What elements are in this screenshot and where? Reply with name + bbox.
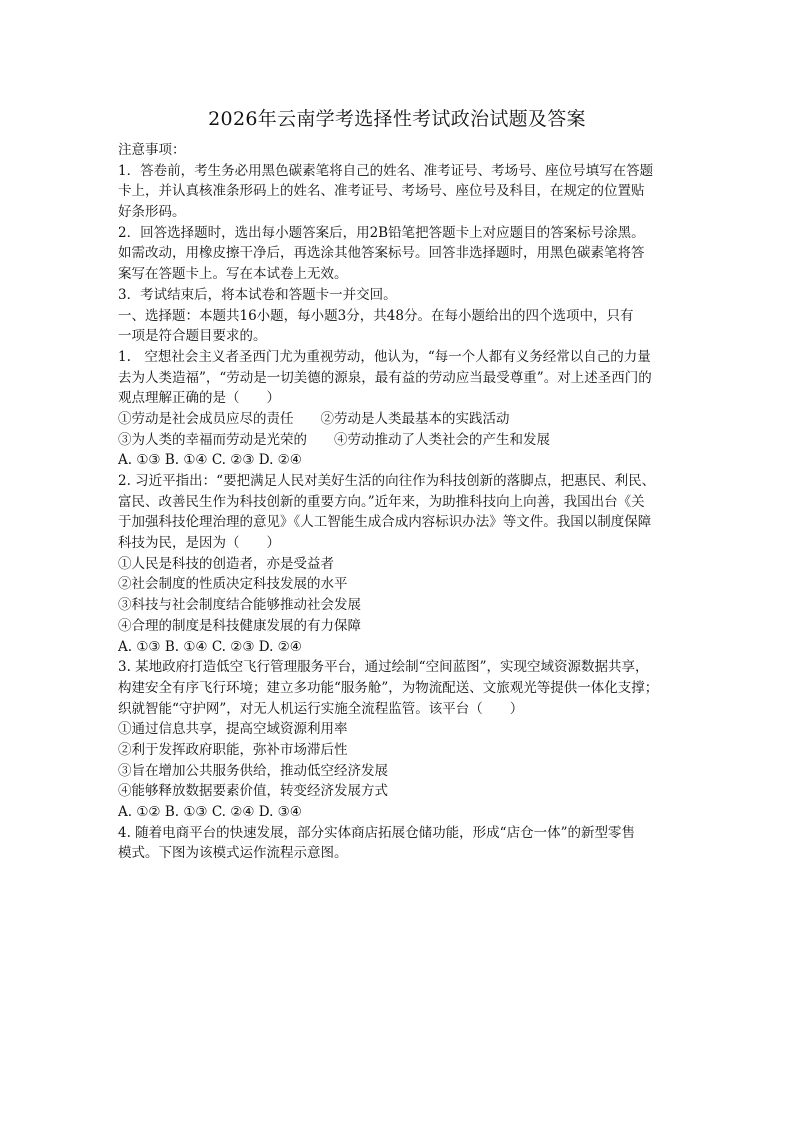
notice-line: 1．答卷前，考生务必用黑色碳素笔将自己的姓名、准考证号、考场号、座位号填写在答题 <box>118 162 654 179</box>
notice-line: 如需改动，用橡皮擦干净后，再选涂其他答案标号。回答非选择题时，用黑色碳素笔将答 <box>118 245 645 262</box>
question-statement: ①人民是科技的创造者，亦是受益者 <box>118 555 334 572</box>
notice-section <box>118 140 680 306</box>
question-stem: 织就智能“守护网”，对无人机运行实施全流程监管。该平台（ ） <box>118 700 524 717</box>
question-statement: ②社会制度的性质决定科技发展的水平 <box>118 576 348 593</box>
question-options: A. ①③ B. ①④ C. ②③ D. ②④ <box>118 452 302 469</box>
question-statement: ④合理的制度是科技健康发展的有力保障 <box>118 617 361 634</box>
exam-body <box>118 140 680 864</box>
section-line: 一、选择题：本题共16小题，每小题3分，共48分。在每小题给出的四个选项中，只有 <box>118 307 634 324</box>
notice-heading: 注意事项： <box>118 142 186 158</box>
question-stem: 2. 习近平指出：“要把满足人民对美好生活的向往作为科技创新的落脚点，把惠民、利民、 <box>118 473 656 489</box>
question-2 <box>118 471 680 657</box>
question-stem: 模式。下图为该模式运作流程示意图。 <box>118 845 348 862</box>
question-statement: ④能够释放数据要素价值，转变经济发展方式 <box>118 783 388 800</box>
question-statement: ③旨在增加公共服务供给，推动低空经济发展 <box>118 762 388 779</box>
question-stem: 4. 随着电商平台的快速发展，部分实体商店拓展仓储功能，形成“店仓一体”的新型零售 <box>118 824 635 841</box>
question-stem: 构建安全有序飞行环境；建立多功能“服务舱”，为物流配送、文旅观光等提供一体化支撑； <box>118 679 659 696</box>
question-stem: 于加强科技伦理治理的意见》《人工智能生成合成内容标识办法》等文件。我国以制度保障 <box>118 514 652 531</box>
section-heading <box>118 306 680 347</box>
question-statement: ①通过信息共享，提高空域资源利用率 <box>118 721 348 738</box>
question-statement: ②利于发挥政府职能，弥补市场滞后性 <box>118 741 348 758</box>
question-stem: 富民、改善民生作为科技创新的重要方向。”近年来，为助推科技向上向善，我国出台《关 <box>118 493 645 510</box>
section-line: 一项是符合题目要求的。 <box>118 328 267 345</box>
notice-line: 3．考试结束后，将本试卷和答题卡一并交回。 <box>118 286 397 303</box>
notice-line: 卡上，并认真核准条形码上的姓名、准考证号、考场号、座位号及科目，在规定的位置贴 <box>118 183 645 200</box>
question-4 <box>118 823 680 864</box>
question-options: A. ①③ B. ①④ C. ②③ D. ②④ <box>118 638 302 655</box>
question-1 <box>118 347 680 471</box>
question-statement: ①劳动是社会成员应尽的责任 ②劳动是人类最基本的实践活动 <box>118 410 510 427</box>
question-options: A. ①② B. ①③ C. ②④ D. ③④ <box>118 804 302 820</box>
notice-line: 好条形码。 <box>118 204 186 221</box>
notice-line: 2．回答选择题时，选出每小题答案后，用2B铅笔把答题卡上对应题目的答案标号涂黑。 <box>118 224 645 241</box>
question-stem: 观点理解正确的是（ ） <box>118 390 280 407</box>
question-statement: ③为人类的幸福而劳动是光荣的 ④劳动推动了人类社会的产生和发展 <box>118 431 550 448</box>
question-stem: 1. 空想社会主义者圣西门尤为重视劳动，他认为，“每一个人都有义务经常以自己的力量 <box>118 348 651 365</box>
notice-line: 案写在答题卡上。写在本试卷上无效。 <box>118 266 348 283</box>
page-title: 2026年云南学考选择性考试政治试题及答案 <box>208 108 586 130</box>
question-statement: ③科技与社会制度结合能够推动社会发展 <box>118 597 361 614</box>
question-3 <box>118 657 680 823</box>
question-stem: 3. 某地政府打造低空飞行管理服务平台，通过绘制“空间蓝图”，实现空域资源数据共享， <box>118 659 649 676</box>
question-stem: 科技为民，是因为（ ） <box>118 535 280 552</box>
question-stem: 去为人类造福”，“劳动是一切美德的源泉，最有益的劳动应当最受尊重”。对上述圣西门的 <box>118 369 652 386</box>
